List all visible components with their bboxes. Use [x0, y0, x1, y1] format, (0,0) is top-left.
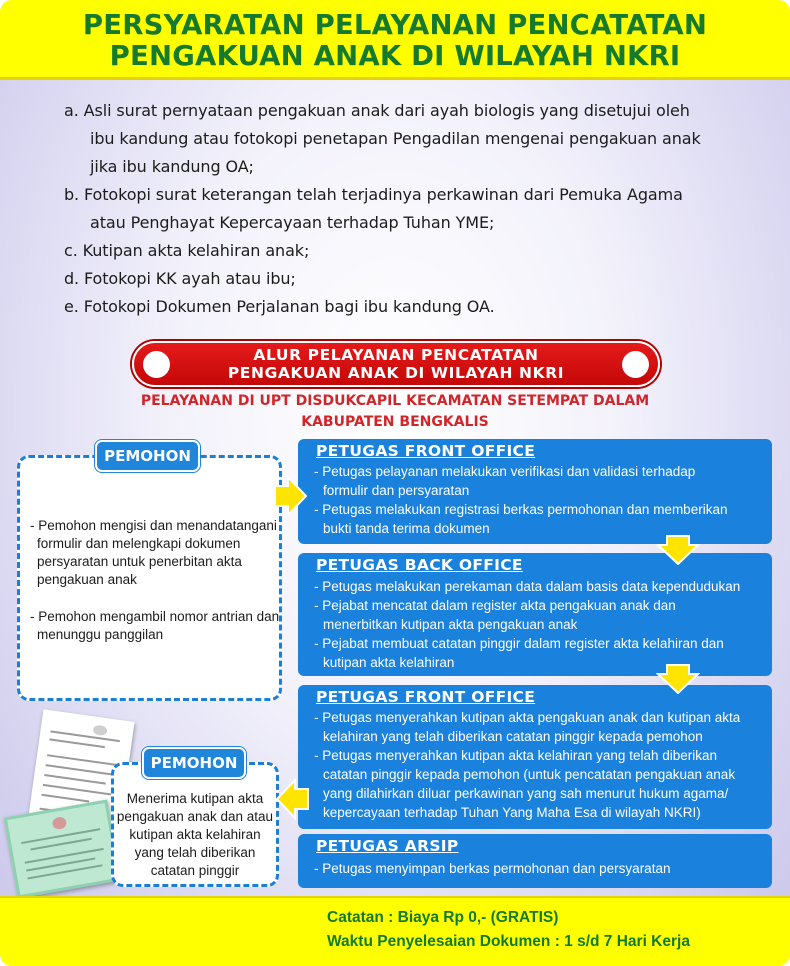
footer-bar — [0, 896, 790, 966]
office-line: catatan pinggir kepada pemohon (untuk pencatatan pengakuan anak — [323, 767, 736, 782]
office-line: - Petugas menyerahkan kutipan akta kelahiran yang telah diberikan — [314, 748, 718, 763]
arrow-down-icon — [656, 664, 700, 694]
requirement-line: jika ibu kandung OA; — [90, 157, 254, 176]
pemohon-receive-line: Menerima kutipan akta — [126, 791, 264, 806]
completion-time-note: Waktu Penyelesaian Dokumen : 1 s/d 7 Hari Kerja — [327, 933, 690, 950]
office-line: kutipan akta kelahiran — [323, 655, 455, 670]
requirement-line: e. Fotokopi Dokumen Perjalanan bagi ibu kandung OA. — [64, 297, 495, 316]
pemohon-receive-line: pengakuan anak dan atau — [116, 809, 274, 824]
requirement-line: c. Kutipan akta kelahiran anak; — [64, 241, 310, 260]
birth-certificate-icon — [4, 800, 122, 899]
pemohon-receive-box — [111, 762, 279, 887]
pemohon-step-line: menunggu panggilan — [37, 627, 164, 642]
back-office-step-box — [298, 553, 772, 676]
office-line: - Petugas menyimpan berkas permohonan dan persyaratan — [314, 861, 671, 876]
office-line: - Pejabat membuat catatan pinggir dalam register akta kelahiran dan — [314, 636, 724, 651]
pemohon-receive-line: yang telah diberikan — [134, 845, 256, 860]
page-title-line-1: PERSYARATAN PELAYANAN PENCATATAN — [82, 9, 708, 41]
flow-banner-title-line-1: ALUR PELAYANAN PENCATATAN — [253, 346, 539, 364]
office-line: yang dilahirkan diluar perkawinan yang sah menurut hukum agama/ — [323, 786, 729, 801]
office-line: kepercayaan terhadap Tuhan Yang Maha Esa di wilayah NKRI) — [323, 805, 701, 820]
office-line: - Petugas melakukan perekaman data dalam basis data kependudukan — [314, 579, 741, 594]
office-title: PETUGAS FRONT OFFICE — [316, 688, 536, 706]
office-line: bukti tanda terima dokumen — [323, 521, 490, 536]
arrow-right-icon — [274, 475, 308, 517]
flow-banner — [132, 341, 660, 387]
requirement-line: d. Fotokopi KK ayah atau ibu; — [64, 269, 296, 288]
front-office-delivery-box — [298, 685, 772, 829]
pemohon-step-line: pengakuan anak — [37, 572, 137, 587]
header-bar — [0, 0, 790, 80]
archive-step-box — [298, 834, 772, 888]
pemohon-label: PEMOHON — [95, 440, 200, 472]
office-line: kelahiran yang telah diberikan catatan pinggir kepada pemohon — [323, 729, 703, 744]
requirement-line: b. Fotokopi surat keterangan telah terjadinya perkawinan dari Pemuka Agama — [64, 185, 683, 204]
office-title: PETUGAS FRONT OFFICE — [316, 442, 536, 460]
requirement-line: atau Penghayat Kepercayaan terhadap Tuhan YME; — [90, 213, 495, 232]
page-title-line-2: PENGAKUAN ANAK DI WILAYAH NKRI — [109, 40, 681, 72]
front-office-step-box — [298, 439, 772, 544]
pemohon-receive-line: catatan pinggir — [150, 863, 240, 878]
office-line: - Pejabat mencatat dalam register akta pengakuan anak dan — [314, 598, 676, 613]
arrow-left-icon — [275, 778, 309, 820]
flow-subtitle-line-1: PELAYANAN DI UPT DISDUKCAPIL KECAMATAN SETEMPAT DALAM — [140, 393, 650, 409]
office-title: PETUGAS BACK OFFICE — [316, 556, 523, 574]
flow-banner-title-line-2: PENGAKUAN ANAK DI WILAYAH NKRI — [227, 364, 565, 382]
office-title: PETUGAS ARSIP — [316, 837, 459, 855]
pemohon-step-line: - Pemohon mengambil nomor antrian dan — [30, 609, 280, 624]
pemohon-step-box — [17, 455, 282, 701]
arrow-down-icon — [656, 535, 700, 565]
requirement-line: ibu kandung atau fotokopi penetapan Pengadilan mengenai pengakuan anak — [90, 129, 701, 148]
office-line: - Petugas pelayanan melakukan verifikasi dan validasi terhadap — [314, 464, 696, 479]
pemohon-step-line: - Pemohon mengisi dan menandatangani — [30, 518, 277, 533]
office-line: - Petugas melakukan registrasi berkas permohonan dan memberikan — [314, 502, 728, 517]
cost-note: Catatan : Biaya Rp 0,- (GRATIS) — [327, 909, 559, 926]
pemohon-step-line: formulir dan melengkapi dokumen — [37, 536, 241, 551]
office-line: formulir dan persyaratan — [323, 483, 470, 498]
flow-subtitle-line-2: KABUPATEN BENGKALIS — [301, 414, 489, 430]
pemohon-receive-line: kutipan akta kelahiran — [129, 827, 261, 842]
pemohon-label: PEMOHON — [142, 747, 246, 779]
office-line: - Petugas menyerahkan kutipan akta pengakuan anak dan kutipan akta — [314, 710, 741, 725]
pemohon-step-line: persyaratan untuk penerbitan akta — [37, 554, 242, 569]
requirement-line: a. Asli surat pernyataan pengakuan anak dari ayah biologis yang disetujui oleh — [64, 101, 690, 120]
office-line: menerbitkan kutipan akta pengakuan anak — [323, 617, 578, 632]
